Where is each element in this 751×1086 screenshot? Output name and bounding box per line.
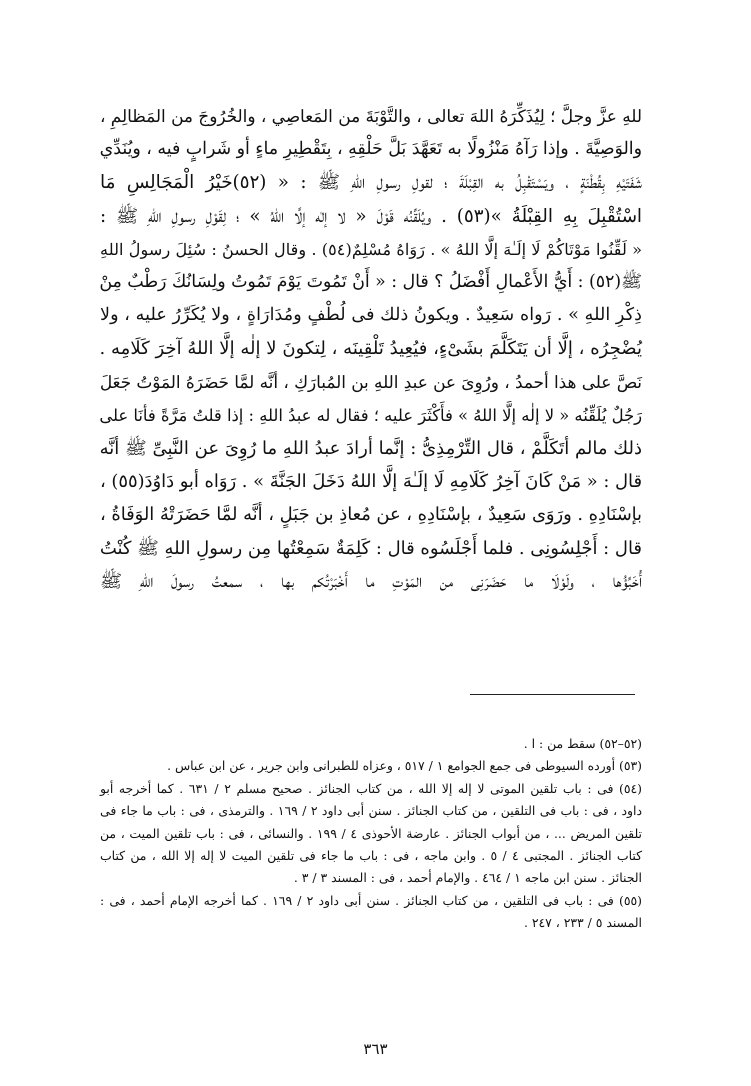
main-text (100, 100, 642, 598)
footnotes (100, 733, 642, 935)
text-line: رَجُلٌ يُلَقِّنُه « لا إلٰه إلَّا اللهُ » فأَكْثَرَ عليه ؛ فقال له عبدُ اللهِ : إذا قلتُ مَرَّةً فأنَا على (99, 405, 642, 425)
footnote-line: (٥٣) أورده السيوطى فى جمع الجوامع ١ / ٥١٧ ، وعزاه للطبرانى وابن جرير ، عن ابن عباس . (167, 758, 642, 774)
text-line: ذلك مالم أتَكَلَّمْ ، قال التِّرْمِذِىُّ : إنَّما أرادَ عبدُ اللهِ ما رُوِىَ عن النَّبِىِّ ﷺ أنَّه (99, 438, 642, 460)
text-line: قال : أَجْلِسُونِى . فلما أَجْلَسُوه قال : كَلِمَةٌ سَمِعْتُها مِن رسولِ اللهِ ﷺ كُنْتُ (99, 537, 642, 559)
footnote-line: كتاب الجنائز . المجتبى ٤ / ٥ . وابن ماجه ، فى : باب ما جاء فى تلقين الميت لا إله إلا الله ، من كتاب (100, 848, 642, 864)
text-line: ذِكْرِ اللهِ » . رَواه سَعِيدٌ . ويكونُ ذلك فى لُطْفٍ ومُدَارَاةٍ ، ولا يُكَرِّرُ عليه ، ولا (100, 305, 642, 326)
page-number: ٣٦٣ (363, 1040, 388, 1058)
footnote-line: (٥٢–٥٢) سقط من : ا . (523, 736, 642, 751)
text-line: بإسْنَادِهِ . ورَوَى سَعِيدٌ ، بإسْنَادِهِ ، عن مُعاذِ بن جَبَلٍ ، أنَّه لمَّا حَضَرَتْهُ الوَفَاةُ ، (100, 504, 642, 526)
text-line: « لَقِّنُوا مَوْتَاكُمْ لَا إلَـٰهَ إلَّا اللهُ » . رَوَاهُ مُسْلِمٌ(٥٤) . وقال الحسنُ : سُئِلَ رسولُ اللهِ (100, 239, 642, 259)
footnote-line: داود ، فى : باب فى التلقين ، من كتاب الجنائز . سنن أبى داود ٢ / ١٦٩ . والترمذى ، فى : باب ما جاء فى (100, 803, 642, 819)
footnote-line: الجنائز . سنن ابن ماجه ١ / ٤٦٤ . والإمام أحمد ، فى : المسند ٣ / ٣ . (293, 870, 642, 886)
footnote-line: (٥٤) فى : باب تلقين الموتى لا إله إلا الله ، من كتاب الجنائز . صحيح مسلم ٢ / ٦٣١ . كما أخرجه أبو (100, 780, 642, 796)
text-line: نَصَّ على هذا أحمدُ ، ورُوِىَ عن عبدِ اللهِ بن المُبارَكِ ، أنَّه لمَّا حَضَرَهُ المَوْتُ جَعَلَ (99, 371, 642, 392)
footnote-divider (470, 694, 635, 695)
footnote-line: المسند ٥ / ٢٣٣ ، ٢٤٧ . (523, 915, 642, 931)
text-line: للهِ عزَّ وجلَّ ؛ لِيُذَكِّرَهُ اللهَ تعالى ، والتَّوْبَةَ من المَعاصِي ، والخُرُوجَ من المَظالِمِ ، (100, 106, 642, 126)
footnote-line: تلقين المريض ... ، من أبواب الجنائز . عارضة الأحوذى ٤ / ١٩٩ . والنسائى ، فى : باب تلقين الميت ، من (100, 825, 642, 841)
text-line: شَفَتَيْهِ بِقُطْنَةٍ ، ويَسْتَقْبِلُ به القِبْلَةَ ؛ لقولِ رسولِ اللهِ ﷺ : « (٥٢)خَيْرُ الْمَجَالِسِ مَا (100, 172, 642, 194)
footnote-line: (٥٥) فى : باب فى التلقين ، من كتاب الجنائز . سنن أبى داود ٢ / ١٦٩ . كما أخرجه الإمام أحمد ، فى : (100, 892, 642, 908)
text-line: أُخَبِّؤُها ، ولَوْلَا ما حَضَرَنِى من المَوْتِ ما أَخْبَرْتُكم بها ، سمعتُ رسولَ اللهِ ﷺ (100, 570, 642, 592)
text-line: والوَصِيَّةَ . وإذا رَآهُ مَنْزُولًا به تَعَهَّدَ بَلَّ حَلْقِهِ ، بِتَقْطِيرِ ماءٍ أو شَرابٍ فيه ، ويُنَدِّي (99, 139, 642, 160)
text-line: يُضْجِرُه ، إلَّا أن يَتَكَلَّمَ بشَىْءٍ، فيُعِيدُ تَلْقِينَه ، لِتكونَ لا إلٰه إلَّا اللهُ آخِرَ كَلَامِه . (99, 338, 642, 360)
text-line: ﷺ(٥٢) : أَيُّ الأَعْمالِ أَفْضَلُ ؟ قال : « أَنْ تَمُوتَ يَوْمَ تَمُوتُ ولِسَانُكَ رَطْبٌ مِنْ (99, 272, 642, 293)
text-line: اسْتُقْبِلَ بِهِ القِبْلَةُ »(٥٣) . ويُلَقِّنُه قَوْلَ « لا إلٰه إلَّا اللهُ » ؛ لِقَوْلِ رسولِ اللهِ ﷺ : (100, 205, 642, 227)
text-line: قال : « مَنْ كَانَ آخِرُ كَلَامِهِ لَا إلَـٰهَ إلَّا اللهُ دَخَلَ الجَنَّةَ » . رَوَاه أبو دَاوُدَ(٥٥) ، (99, 471, 642, 493)
